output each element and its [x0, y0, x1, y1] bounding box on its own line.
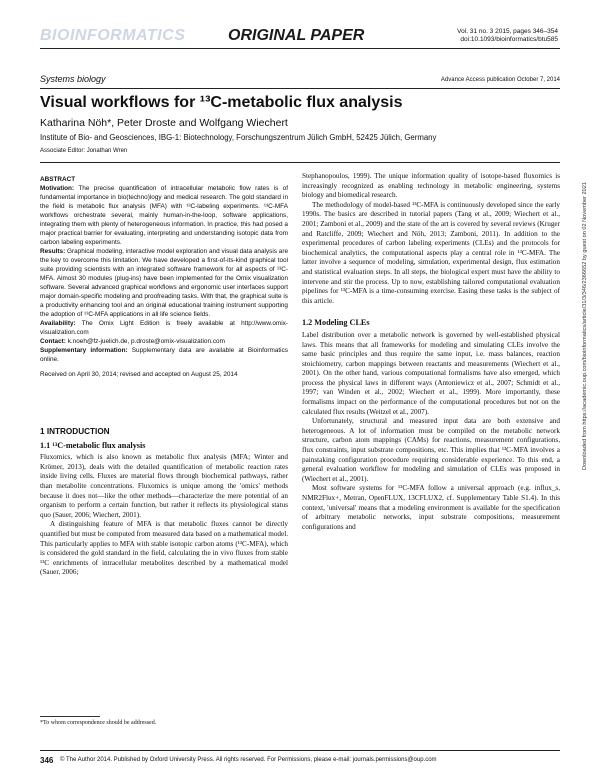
right-paragraph-1: The methodology of model-based ¹³C-MFA is continuously developed since the early 1990s. The basics are described in tutorial papers (Tang et al., 2009; Wiechert et al., 2001; Zamboni et al., 2009) and the state of the art is covered by several reviews (Kruger and Ratcliffe, 2009; Wiechert and Nöh, 2013; Zamboni, 2011). In addition to the experimental procedures of carbon labeling experiments (CLEs) and the protocols for biochemical analytics, the computational aspects play a central role in ¹³C-MFA. The latter involve a sequence of modeling, simulation, experimental design, flux estimation and statistical evaluation steps. In all steps, the biological expert must have the ability to intervene and stir the process. Up to now, establishing tailored computational evaluation pipelines for ¹³C-MFA is a time-consuming exercise. Easing these tasks is the subject of this article. — [302, 200, 560, 305]
intro-subheading: 1.1 ¹³C-metabolic flux analysis — [40, 440, 146, 450]
abstract-contact — [40, 337, 288, 346]
abstract-motivation — [40, 184, 288, 247]
contact-text[interactable]: k.noeh@fz-juelich.de, p.droste@omix-visualization.com — [67, 338, 225, 345]
journal-meta — [428, 28, 558, 44]
volume-info: Vol. 31 no. 3 2015, pages 346–354 — [457, 28, 558, 35]
footnote: *To whom correspondence should be addressed. — [40, 720, 157, 726]
associate-editor: Associate Editor: Jonathan Wren — [40, 148, 128, 154]
section-label: Systems biology — [40, 74, 106, 84]
download-notice: Downloaded from https://academic.oup.com/bioinformatics/article/31/3/346/2366652 by guest on 02 November 2021 — [582, 182, 588, 470]
header-rule — [40, 48, 560, 49]
intro-heading: 1 INTRODUCTION — [40, 427, 110, 436]
abstract — [40, 175, 288, 379]
results-text: Graphical modeling, interactive model exploration and visual data analysis are the key to overcome this limitation. We have developed a first-of-its-kind graphical tool suite providing scientists with an integrated software framework for all aspects of ¹³C-MFA. Almost 30 modules (plug-ins) have been implemented for the Omix visualization software. Several advanced graphical workflows and ergonomic user interfaces support major domain-specific modeling and proofreading tasks. With that, the graphical suite is a productivity enhancing tool and an original educational training instrument supporting the adoption of ¹³C-MFA applications in all life science fields. — [40, 248, 288, 318]
introduction — [40, 427, 288, 578]
motivation-text: The precise quantification of intracellular metabolic flow rates is of fundamental importance in bio(techno)logy and medical research. The gold standard in the field is metabolic flux analysis (MFA) with ¹³C-labeling experiments. ¹³C-MFA workflows orchestrate several, mainly human-in-the-loop, software applications, integrating them with plenty of heterogeneous information. In practice, this had posed a major practical barrier for evaluating, interpreting and understanding isotopic data from carbon labeling experiments. — [40, 185, 288, 246]
intro-paragraph-1: Fluxomics, which is also known as metabolic flux analysis (MFA; Winter and Krömer, 2013), deals with the detailed quantification of metabolic reaction rates inside living cells. Fluxes are material flows through biochemical pathways, rather than metabolite concentrations. Fluxomics is unique among the 'omics' methods because it does not—like the other methods—characterize the mere potential of an organism to perform a certain function, but rather it reflects its physiological status quo (Sauer, 2006; Wiechert, 2001). — [40, 453, 288, 519]
contact-label: Contact: — [40, 338, 66, 345]
right-paragraph-4: Most software systems for ¹³C-MFA follow a universal approach (e.g. influx_s, NMR2Flux+, Metran, OpenFLUX, 13CFLUX2, cf. Supplementary Table S1.4). In this context, 'universal' means that a modeling environment is available for the specification of arbitrary metabolic networks, input substrate compositions, measurement configurations and — [302, 484, 560, 531]
paper-type: ORIGINAL PAPER — [228, 27, 365, 44]
received-dates: Received on April 30, 2014; revised and accepted on August 25, 2014 — [40, 371, 238, 378]
abstract-supplementary — [40, 346, 288, 364]
section-rule — [40, 88, 560, 89]
motivation-label: Motivation: — [40, 185, 75, 192]
availability-text[interactable]: The Omix Light Edition is freely available at http://www.omix-visualization.com — [40, 320, 288, 336]
right-column — [302, 172, 560, 532]
title-rule — [40, 162, 560, 163]
intro-paragraph-2: A distinguishing feature of MFA is that metabolic fluxes cannot be directly quantified but must be computed from measured data based on a mathematical model. This particularly applies to MFA with stable isotopic carbon atoms (¹³C-MFA), which is considered the gold standard in the field, calculating the in vivo fluxes from stable ¹³C enrichments of intracellular metabolites described by a mathematical model (Sauer, 2006; — [40, 520, 288, 577]
footnote-rule — [40, 716, 100, 717]
modeling-subheading: 1.2 Modeling CLEs — [302, 318, 370, 328]
doi[interactable]: doi:10.1093/bioinformatics/btu585 — [460, 36, 558, 43]
footer-rule — [40, 750, 560, 751]
right-paragraph-0: Stephanopoulos, 1999). The unique information quality of isotope-based fluxomics is increasingly recognized as enabling technology in metabolic engineering, systems biology and biomedical research. — [302, 172, 560, 200]
abstract-results — [40, 247, 288, 319]
copyright: © The Author 2014. Published by Oxford University Press. All rights reserved. For Permissions, please e-mail: journals.permissions@oup.com — [60, 757, 437, 763]
results-label: Results: — [40, 248, 66, 255]
supp-text: Supplementary data are available at Bioinformatics online. — [40, 347, 288, 363]
journal-name: BIOINFORMATICS — [40, 27, 186, 44]
paper-title: Visual workflows for ¹³C-metabolic flux analysis — [40, 94, 403, 111]
page-number: 346 — [40, 756, 54, 765]
publication-date: Advance Access publication October 7, 2014 — [440, 77, 560, 83]
abstract-availability — [40, 319, 288, 337]
affiliation: Institute of Bio- and Geosciences, IBG-1: Biotechnology, Forschungszentrum Jülich GmbH, 52425 Jülich, Germany — [40, 133, 437, 142]
abstract-heading: ABSTRACT — [40, 176, 76, 183]
authors: Katharina Nöh*, Peter Droste and Wolfgang Wiechert — [40, 117, 288, 129]
right-paragraph-3: Unfortunately, structural and measured input data are both extensive and heterogeneous. A lot of information must be compiled on the metabolic network structure, carbon atom mappings (CAMs) for reactions, measurement configurations, flux constraints, input substrate compositions, etc. This implies that ¹³C-MFA involves a painstaking configuration procedure requiring considerable experience. To this end, a general evaluation workflow for modeling and simulation of CLEs was proposed in (Wiechert et al., 2001). — [302, 417, 560, 483]
right-paragraph-2: Label distribution over a metabolic network is governed by well-established physical laws. This means that all frameworks for modeling and simulating CLEs involve the same basic principles and thus require the same input, i.e. mass balances, reaction stoichiometry, carbon mappings between reactants and measurements (Wiechert et al., 2001). On the other hand, various computational formalisms have also emerged, which process the physical laws in different ways (Antoniewicz et al., 2007; Schmidt et al., 1997; van Winden et al., 2002; Wiechert et al., 1999). More importantly, these formalisms impact on the performance of the computational procedures but not on the calculated flux results (Weitzel et al., 2007). — [302, 330, 560, 416]
supp-label: Supplementary information: — [40, 347, 128, 354]
availability-label: Availability: — [40, 320, 76, 327]
